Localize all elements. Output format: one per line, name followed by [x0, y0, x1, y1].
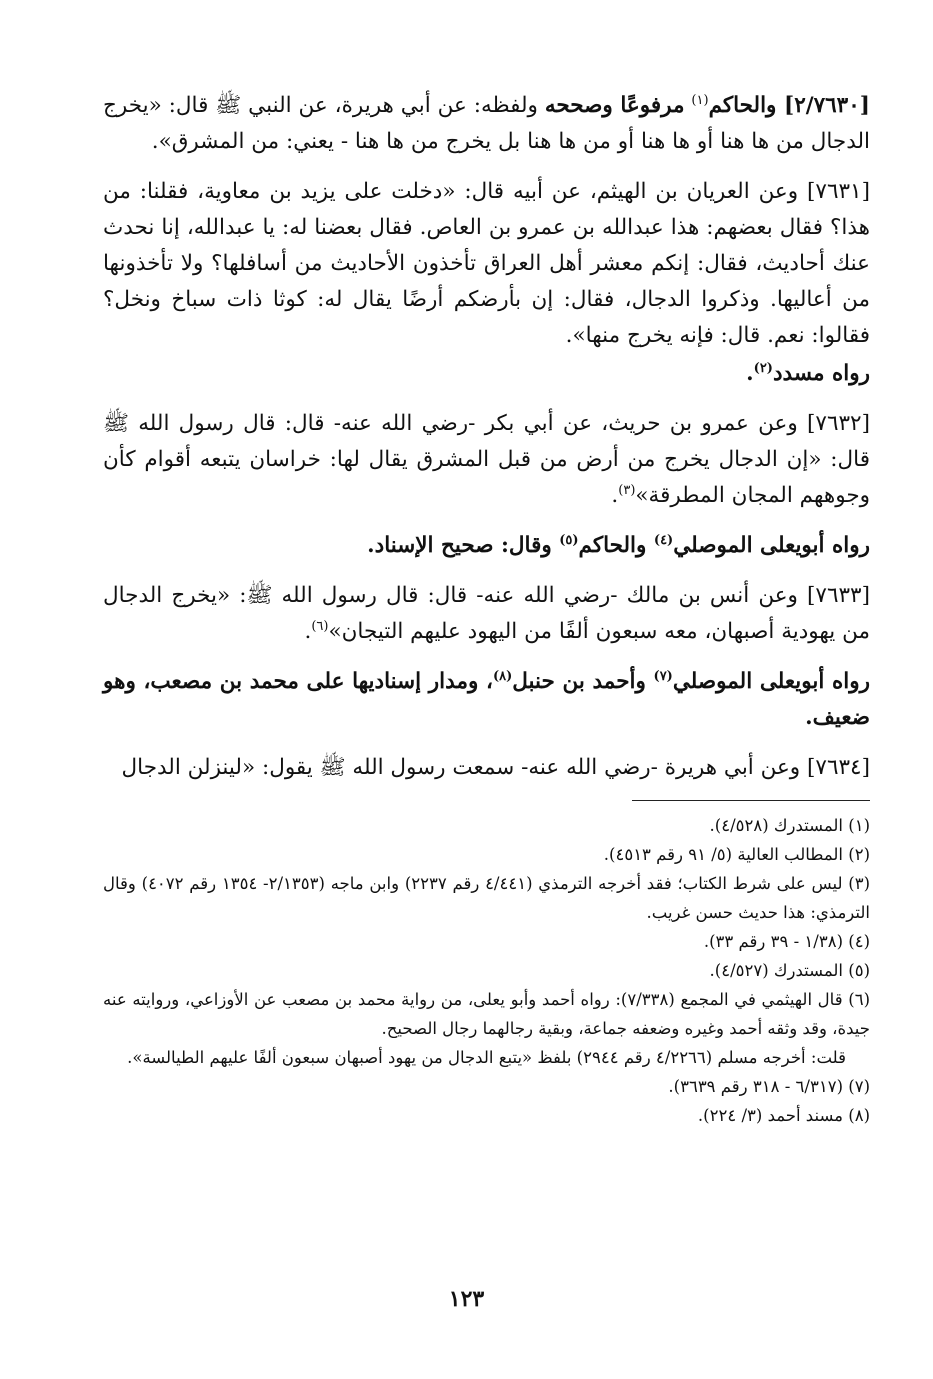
- footnote-item: (٤) (١/٣٨ - ٣٩ رقم ٣٣).: [703, 932, 870, 951]
- narration-source: رواه أبويعلى الموصلي$^{(٧)}$ وأحمد بن حنبل$^{(٨)}$، ومدار إسناديها على محمد بن مصعب، وهو ضعيف.: [103, 668, 870, 730]
- footnote-item: (٨) مسند أحمد (٣/ ٢٢٤).: [697, 1106, 870, 1125]
- footnote-item: (٢) المطالب العالية (٥/ ٩١ رقم ٤٥١٣).: [603, 845, 870, 864]
- hadith-paragraph: [٢/٧٦٣٠] والحاكم$^{(١)}$ مرفوعًا وصححه ولفظه: عن أبي هريرة، عن النبي ﷺ قال: «يخرج الدجال من ها هنا أو ها هنا أو من ها هنا بل يخرج من ها هنا - يعني: من المشرق».: [103, 92, 870, 154]
- hadith-paragraph: [٧٦٣١] وعن العريان بن الهيثم، عن أبيه قال: «دخلت على يزيد بن معاوية، فقلنا: من هذا؟ فقال بعضهم: هذا عبدالله بن عمرو بن العاص. فقال بعضنا له: يا عبدالله، إنا نحدث عنك أحاديث، فقال: إنكم معشر أهل العراق تأخذون الأحاديث من أسافلها؟ ولا تأخذونها من أعاليها. وذكروا الدجال، فقال: إن بأرضكم أرضًا يقال له: كوثا ذات سباخ ونخل؟ فقالوا: نعم. قال: فإنه يخرج منها».: [103, 179, 870, 348]
- hadith-paragraph: [٧٦٣٤] وعن أبي هريرة -رضي الله عنه- سمعت رسول الله ﷺ يقول: «لينزلن الدجال: [121, 755, 870, 780]
- footnotes: [103, 811, 870, 1130]
- main-text: [103, 88, 870, 786]
- footnote-item: (٥) المستدرك (٤/٥٢٧).: [709, 961, 870, 980]
- footnote-item: (٧) (٦/٣١٧ - ٣١٨ رقم ٣٦٣٩).: [668, 1077, 870, 1096]
- page-number: ١٢٣: [448, 1286, 485, 1312]
- hadith-paragraph: [٧٦٣٣] وعن أنس بن مالك -رضي الله عنه- قال: قال رسول الله ﷺ: «يخرج الدجال من يهودية أصبهان، معه سبعون ألفًا من اليهود عليهم التيجان»$^{(٦)}$.: [103, 583, 870, 644]
- footnote-item: (٣) ليس على شرط الكتاب؛ فقد أخرجه الترمذي (٤/٤٤١ رقم ٢٢٣٧) وابن ماجه (٢/١٣٥٣- ١٣٥٤ رقم ٤٠٧٢) وقال الترمذي: هذا حديث حسن غريب.: [103, 874, 870, 922]
- narration-source: رواه مسدد$^{(٢)}$.: [746, 360, 870, 386]
- footnote-item: (١) المستدرك (٤/٥٢٨).: [709, 816, 870, 835]
- footnote-item: قلت: أخرجه مسلم (٤/٢٢٦٦ رقم ٢٩٤٤) بلفظ «يتبع الدجال من يهود أصبهان سبعون ألفًا عليهم الطيالسة».: [127, 1048, 846, 1067]
- footnote-divider: [632, 800, 870, 801]
- footnote-item: (٦) قال الهيثمي في المجمع (٧/٣٣٨): رواه أحمد وأبو يعلى، من رواية محمد بن مصعب عن الأوزاعي، وروايته عنه جيدة، وقد وثقه أحمد وغيره وضعفه جماعة، وبقية رجالهما رجال الصحيح.: [103, 990, 870, 1038]
- narration-source: رواه أبويعلى الموصلي$^{(٤)}$ والحاكم$^{(٥)}$ وقال: صحيح الإسناد.: [367, 532, 870, 558]
- hadith-paragraph: [٧٦٣٢] وعن عمرو بن حريث، عن أبي بكر -رضي الله عنه- قال: قال رسول الله ﷺ قال: «إن الدجال يخرج من أرض من قبل المشرق يقال لها: خراسان يتبعه أقوام كأن وجوههم المجان المطرقة»$^{(٣)}$.: [103, 411, 870, 508]
